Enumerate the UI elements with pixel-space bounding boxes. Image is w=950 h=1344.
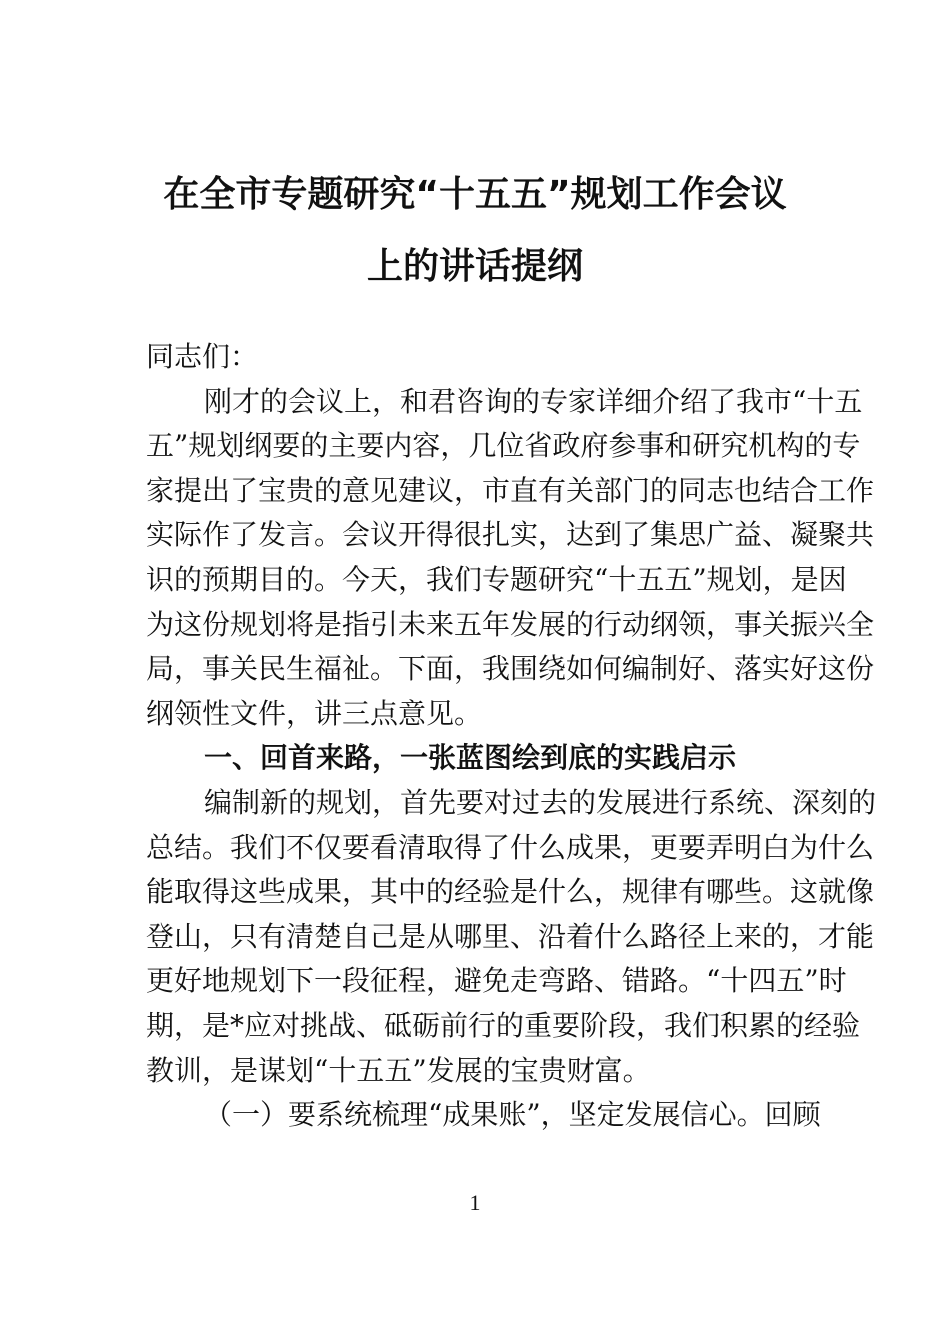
text-line: 局，事关民生福祉。下面，我围绕如何编制好、落实好这份	[146, 652, 875, 686]
text-line: 纲领性文件，讲三点意见。	[146, 696, 483, 730]
text-line: 编制新的规划，首先要对过去的发展进行系统、深刻的	[204, 785, 877, 819]
document-title-line-1: 在全市专题研究“十五五”规划工作会议	[163, 174, 787, 215]
document-title-line-2: 上的讲话提纲	[366, 246, 583, 287]
text-line: 实际作了发言。会议开得很扎实，达到了集思广益、凝聚共	[146, 518, 875, 552]
text-line: 刚才的会议上，和君咨询的专家详细介绍了我市“十五	[204, 384, 863, 418]
text-line: 教训，是谋划“十五五”发展的宝贵财富。	[146, 1053, 651, 1087]
text-line: 识的预期目的。今天，我们专题研究“十五五”规划，是因	[146, 562, 847, 596]
section-heading: 一、回首来路，一张蓝图绘到底的实践启示	[204, 741, 737, 775]
text-line: （一）要系统梳理“成果账”，坚定发展信心。回顾	[204, 1098, 821, 1132]
text-line: 家提出了宝贵的意见建议，市直有关部门的同志也结合工作	[146, 473, 875, 507]
text-line: 更好地规划下一段征程，避免走弯路、错路。“十四五”时	[146, 964, 847, 998]
text-line: 为这份规划将是指引未来五年发展的行动纲领，事关振兴全	[146, 607, 875, 641]
text-line: 登山，只有清楚自己是从哪里、沿着什么路径上来的，才能	[146, 919, 875, 953]
text-line: 能取得这些成果，其中的经验是什么，规律有哪些。这就像	[146, 875, 875, 909]
salutation: 同志们：	[146, 340, 259, 373]
text-line: 五”规划纲要的主要内容，几位省政府参事和研究机构的专	[146, 429, 861, 463]
page-number: 1	[469, 1190, 481, 1215]
text-line: 期，是*应对挑战、砥砺前行的重要阶段，我们积累的经验	[146, 1008, 861, 1042]
document-body	[146, 335, 877, 1138]
text-line: 总结。我们不仅要看清取得了什么成果，更要弄明白为什么	[146, 830, 875, 864]
